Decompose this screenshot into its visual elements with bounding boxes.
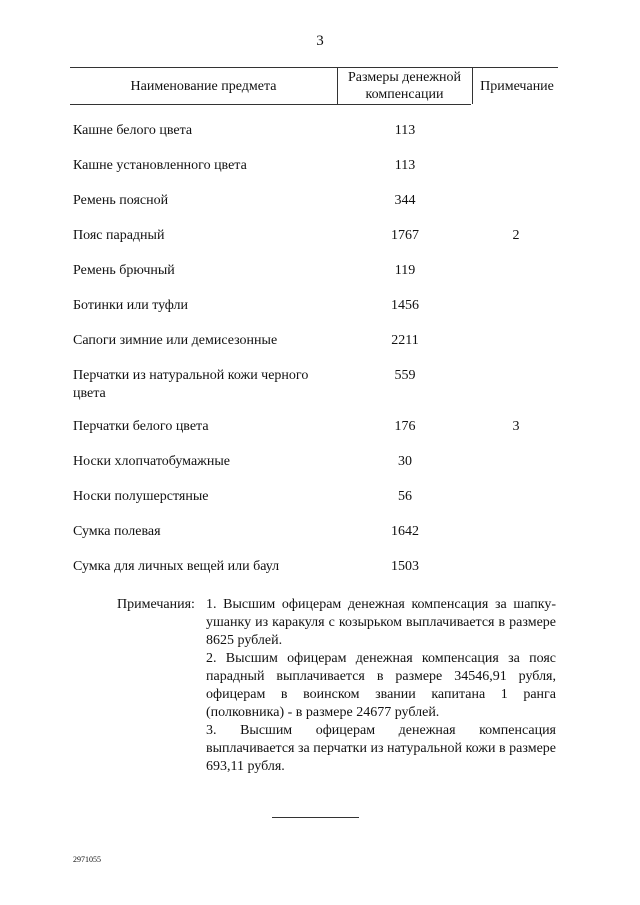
row-name: Сумка для личных вещей или баул (73, 559, 280, 574)
row-value: 119 (394, 263, 416, 278)
row-name: Ремень брючный (73, 263, 175, 278)
row-name: Кашне белого цвета (73, 123, 193, 138)
page-number: 3 (316, 33, 324, 49)
row-name: Сапоги зимние или демисезонные (73, 333, 278, 348)
end-rule (272, 817, 359, 818)
header-note: Примечание (480, 79, 554, 94)
note-1: 1. Высшим офицерам денежная компенсация за шапку-ушанку из каракуля с козырьком выплачивается в размере 8625 рублей. (206, 597, 556, 648)
row-value: 344 (394, 193, 416, 208)
row-note: 3 (512, 419, 520, 434)
table-top-rule (70, 67, 558, 68)
row-value: 1503 (391, 559, 419, 574)
row-value: 1642 (391, 524, 419, 539)
row-value: 1767 (391, 228, 419, 243)
row-name: Пояс парадный (73, 228, 165, 243)
row-value: 1456 (391, 298, 419, 313)
header-amount-line1: Размеры денежной (347, 70, 461, 85)
header-amount-line2: компенсации (365, 87, 444, 102)
row-value: 2211 (391, 333, 419, 348)
row-value: 559 (394, 368, 416, 383)
row-name: Кашне установленного цвета (73, 158, 247, 173)
notes-label: Примечания: (117, 597, 195, 612)
row-name: Носки хлопчатобумажные (73, 454, 230, 469)
row-name: Ботинки или туфли (73, 298, 189, 313)
row-name: Сумка полевая (73, 524, 161, 539)
row-value: 176 (394, 419, 416, 434)
note-2: 2. Высшим офицерам денежная компенсация за пояс парадный выплачивается в размере 34546,91 рубля, офицерам в воинском звании капитана 1 ранга (полковника) - в размере 24677 рублей. (206, 651, 556, 720)
row-value: 56 (398, 489, 412, 504)
row-note: 2 (512, 228, 520, 243)
row-value: 113 (394, 158, 416, 173)
row-name: Носки полушерстяные (73, 489, 209, 504)
header-item: Наименование предмета (130, 79, 277, 94)
row-name: Перчатки белого цвета (73, 419, 209, 434)
note-3: 3. Высшим офицерам денежная компенсация выплачивается за перчатки из натуральной кожи в размере 693,11 рубля. (206, 723, 556, 774)
row-name: Ремень поясной (73, 193, 169, 208)
header-bottom-rule (70, 104, 471, 105)
row-value: 30 (398, 454, 412, 469)
row-name: Перчатки из натуральной кожи черного цвета (73, 368, 309, 401)
document-code: 2971055 (73, 855, 101, 864)
row-value: 113 (394, 123, 416, 138)
